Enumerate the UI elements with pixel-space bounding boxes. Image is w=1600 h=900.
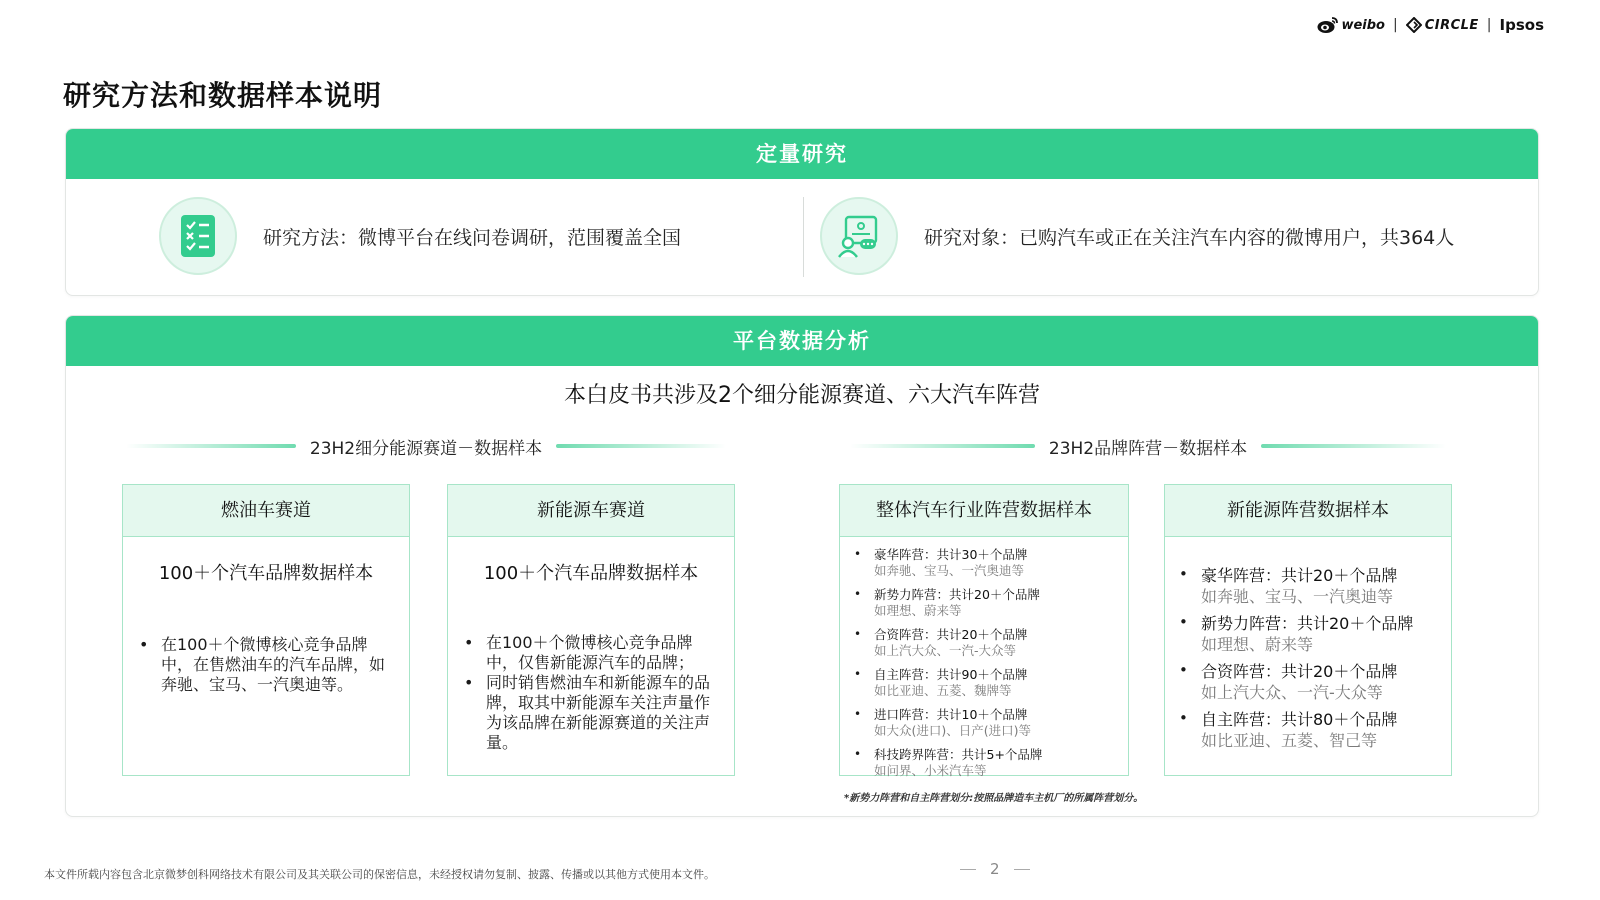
nev-bullets bbox=[448, 633, 734, 753]
page-dash-left bbox=[960, 869, 976, 870]
list-item: • 新势力阵营：共计20＋个品牌 如理想、蔚来等 bbox=[1201, 613, 1439, 655]
nev-card-title: 新能源车赛道 bbox=[448, 485, 734, 537]
checklist-icon bbox=[159, 197, 237, 275]
nev-camp-list bbox=[1165, 537, 1451, 751]
page-dash-right bbox=[1014, 869, 1030, 870]
label-line-left bbox=[850, 444, 1035, 448]
list-item: • 在100＋个微博核心竞争品牌中，在售燃油车的汽车品牌，如奔驰、宝马、一汽奥迪等。 bbox=[161, 635, 391, 695]
label-line-right bbox=[556, 444, 726, 448]
nev-card-lead: 100＋个汽车品牌数据样本 bbox=[483, 563, 699, 584]
quantitative-research-panel bbox=[65, 128, 1539, 296]
quant-divider bbox=[803, 197, 804, 277]
page-number: 2 bbox=[960, 860, 1030, 878]
list-item: • 自主阵营：共计90＋个品牌 如比亚迪、五菱、魏牌等 bbox=[874, 667, 1116, 699]
target-text: 研究对象：已购汽车或正在关注汽车内容的微博用户，共364人 bbox=[924, 226, 1455, 249]
nev-camp-card-title: 新能源阵营数据样本 bbox=[1165, 485, 1451, 537]
list-item: • 在100＋个微博核心竞争品牌中，仅售新能源汽车的品牌； bbox=[486, 633, 716, 673]
platform-subtitle: 本白皮书共涉及2个细分能源赛道、六大汽车阵营 bbox=[564, 383, 1040, 408]
brand-logos: weibo | CIRCLE | Ipsos bbox=[1317, 16, 1544, 34]
label-line-right bbox=[1261, 444, 1446, 448]
research-target bbox=[820, 197, 1454, 275]
brand-camp-label: 23H2品牌阵营－数据样本 bbox=[838, 434, 1458, 458]
overall-camp-card bbox=[839, 484, 1129, 776]
list-item: • 合资阵营：共计20＋个品牌 如上汽大众、一汽-大众等 bbox=[1201, 661, 1439, 703]
user-chat-icon bbox=[820, 197, 898, 275]
list-item: • 自主阵营：共计80＋个品牌 如比亚迪、五菱、智己等 bbox=[1201, 709, 1439, 751]
list-item: • 新势力阵营：共计20＋个品牌 如理想、蔚来等 bbox=[874, 587, 1116, 619]
platform-data-panel bbox=[65, 315, 1539, 817]
energy-track-label: 23H2细分能源赛道－数据样本 bbox=[121, 434, 731, 458]
page-title: 研究方法和数据样本说明 bbox=[63, 79, 383, 112]
fuel-card-lead: 100＋个汽车品牌数据样本 bbox=[158, 563, 374, 584]
ipsos-logo: Ipsos bbox=[1499, 16, 1544, 34]
fuel-bullets bbox=[123, 635, 409, 695]
fuel-card-title: 燃油车赛道 bbox=[123, 485, 409, 537]
weibo-eye-icon bbox=[1317, 16, 1339, 34]
quant-header: 定量研究 bbox=[66, 129, 1538, 179]
research-method bbox=[159, 197, 681, 275]
platform-header: 平台数据分析 bbox=[66, 316, 1538, 366]
label-line-left bbox=[126, 444, 296, 448]
list-item: • 科技跨界阵营：共计5+个品牌 如问界、小米汽车等 bbox=[874, 747, 1116, 779]
circle-logo: CIRCLE bbox=[1406, 17, 1479, 33]
method-text: 研究方法：微博平台在线问卷调研，范围覆盖全国 bbox=[263, 226, 682, 249]
nev-camp-card bbox=[1164, 484, 1452, 776]
fuel-car-card bbox=[122, 484, 410, 776]
footnote: *新势力阵营和自主阵营划分:按照品牌造车主机厂的所属阵营划分。 bbox=[844, 793, 1144, 804]
disclaimer: 本文件所载内容包含北京微梦创科网络技术有限公司及其关联公司的保密信息，未经授权请勿复制、披露、传播或以其他方式使用本文件。 bbox=[44, 868, 715, 881]
weibo-logo: weibo bbox=[1317, 16, 1385, 34]
list-item: • 合资阵营：共计20＋个品牌 如上汽大众、一汽-大众等 bbox=[874, 627, 1116, 659]
overall-camp-list bbox=[840, 537, 1128, 779]
overall-card-title: 整体汽车行业阵营数据样本 bbox=[840, 485, 1128, 537]
list-item: • 豪华阵营：共计20＋个品牌 如奔驰、宝马、一汽奥迪等 bbox=[1201, 565, 1439, 607]
list-item: • 同时销售燃油车和新能源车的品牌，取其中新能源车关注声量作为该品牌在新能源赛道的关注声量。 bbox=[486, 673, 716, 753]
circle-diamond-icon bbox=[1406, 17, 1422, 33]
nev-card bbox=[447, 484, 735, 776]
list-item: • 进口阵营：共计10＋个品牌 如大众(进口)、日产(进口)等 bbox=[874, 707, 1116, 739]
list-item: • 豪华阵营：共计30＋个品牌 如奔驰、宝马、一汽奥迪等 bbox=[874, 547, 1116, 579]
